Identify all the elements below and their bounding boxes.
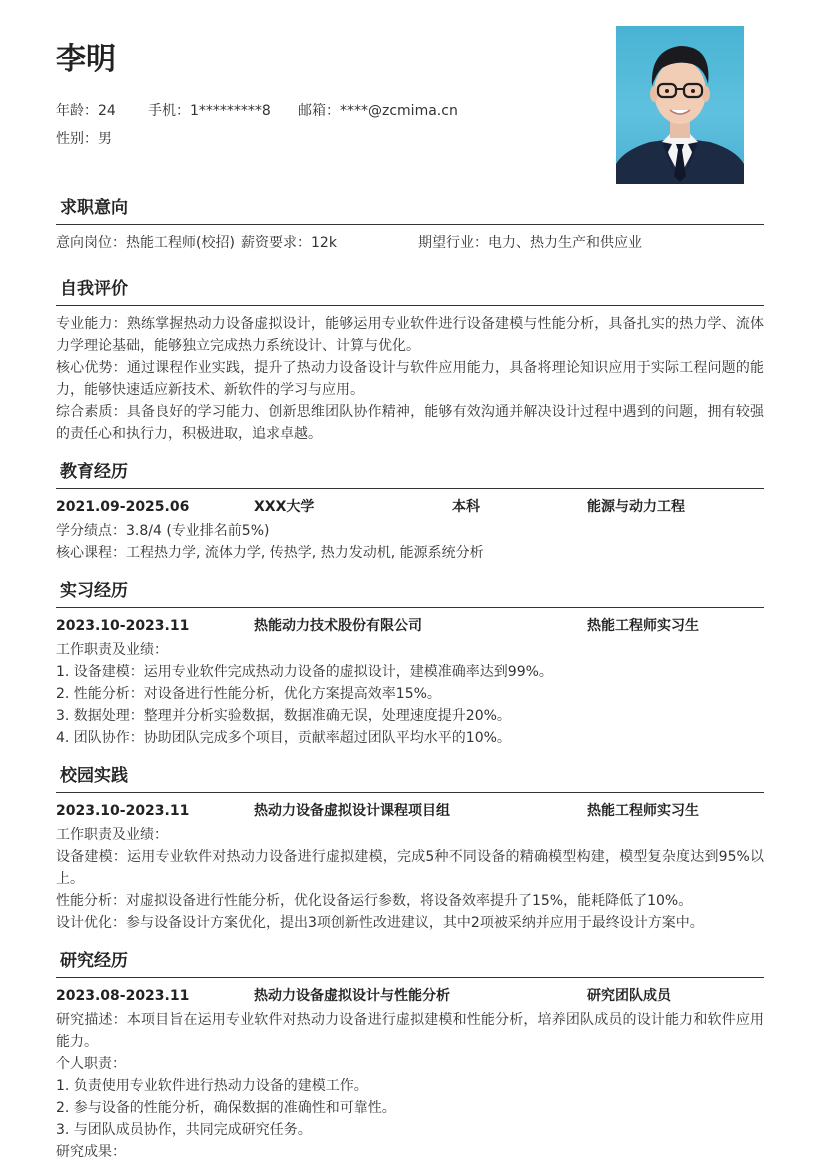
research-detail: 个人职责： bbox=[56, 1056, 126, 1072]
internship-detail: 2. 性能分析：对设备进行性能分析，优化方案提高效率15%。 bbox=[56, 686, 441, 702]
self-eval-paragraph: 核心优势：通过课程作业实践，提升了热动力设备设计与软件应用能力，具备将理论知识应用于实际工程问题的能力，能够快速适应新技术、新软件的学习与应用。 bbox=[56, 360, 764, 398]
section-title: 自我评价 bbox=[56, 277, 764, 306]
age-value: 24 bbox=[98, 103, 116, 119]
section-title: 求职意向 bbox=[56, 196, 764, 225]
campus-detail: 设备建模：运用专业软件对热动力设备进行虚拟建模，完成5种不同设备的精确模型构建，模型复杂度达到95%以上。 bbox=[56, 849, 764, 887]
research-detail: 3. 与团队成员协作，共同完成研究任务。 bbox=[56, 1122, 312, 1138]
education-detail: 核心课程：工程热力学, 流体力学, 传热学, 热力发动机, 能源系统分析 bbox=[56, 545, 484, 561]
internship-company: 热能动力技术股份有限公司 bbox=[254, 618, 422, 634]
section-self-evaluation bbox=[56, 277, 764, 445]
section-internship bbox=[56, 579, 764, 749]
intent-industry: 期望行业：电力、热力生产和供应业 bbox=[418, 235, 642, 251]
research-period: 2023.08-2023.11 bbox=[56, 988, 190, 1004]
section-title: 教育经历 bbox=[56, 460, 764, 489]
intent-row bbox=[56, 232, 764, 254]
email-field bbox=[298, 100, 458, 122]
education-detail: 学分绩点：3.8/4 (专业排名前5%) bbox=[56, 523, 270, 539]
phone-value: 1*********8 bbox=[190, 103, 271, 119]
research-detail: 研究描述：本项目旨在运用专业软件对热动力设备进行虚拟建模和性能分析，培养团队成员的设计能力和软件应用能力。 bbox=[56, 1012, 764, 1050]
section-title: 实习经历 bbox=[56, 579, 764, 608]
age-field bbox=[56, 100, 148, 122]
profile-photo bbox=[616, 26, 744, 184]
research-detail: 1. 负责使用专业软件进行热动力设备的建模工作。 bbox=[56, 1078, 368, 1094]
research-project: 热动力设备虚拟设计与性能分析 bbox=[254, 988, 450, 1004]
section-title: 校园实践 bbox=[56, 764, 764, 793]
gender-value: 男 bbox=[98, 131, 112, 147]
research-role: 研究团队成员 bbox=[587, 988, 671, 1004]
self-eval-paragraph: 综合素质：具备良好的学习能力、创新思维团队协作精神，能够有效沟通并解决设计过程中遇到的问题，拥有较强的责任心和执行力，积极进取，追求卓越。 bbox=[56, 404, 764, 442]
education-major: 能源与动力工程 bbox=[587, 499, 685, 515]
phone-field bbox=[148, 100, 298, 122]
research-detail: 2. 参与设备的性能分析，确保数据的准确性和可靠性。 bbox=[56, 1100, 396, 1116]
resume-header bbox=[56, 40, 596, 156]
campus-period: 2023.10-2023.11 bbox=[56, 803, 190, 819]
education-header-row bbox=[56, 496, 764, 518]
campus-role: 热能工程师实习生 bbox=[587, 803, 699, 819]
portrait-illustration bbox=[616, 26, 744, 184]
education-school: XXX大学 bbox=[254, 499, 315, 515]
section-job-intent bbox=[56, 196, 764, 254]
education-period: 2021.09-2025.06 bbox=[56, 499, 190, 515]
intent-salary: 薪资要求：12k bbox=[241, 235, 337, 251]
age-label: 年龄： bbox=[56, 103, 98, 119]
campus-detail: 性能分析：对虚拟设备进行性能分析，优化设备运行参数，将设备效率提升了15%，能耗降低了10%。 bbox=[56, 893, 693, 909]
internship-detail: 3. 数据处理：整理并分析实验数据，数据准确无误，处理速度提升20%。 bbox=[56, 708, 511, 724]
research-header-row bbox=[56, 985, 764, 1007]
email-label: 邮箱： bbox=[298, 103, 340, 119]
internship-detail: 1. 设备建模：运用专业软件完成热动力设备的虚拟设计，建模准确率达到99%。 bbox=[56, 664, 553, 680]
section-title: 研究经历 bbox=[56, 949, 764, 978]
gender-line bbox=[56, 128, 596, 150]
internship-period: 2023.10-2023.11 bbox=[56, 618, 190, 634]
section-campus-practice bbox=[56, 764, 764, 934]
intent-position: 意向岗位：热能工程师(校招) bbox=[56, 235, 235, 251]
email-value: ****@zcmima.cn bbox=[340, 103, 458, 119]
campus-detail: 工作职责及业绩： bbox=[56, 827, 168, 843]
section-research bbox=[56, 949, 764, 1160]
internship-detail: 4. 团队协作：协助团队完成多个项目，贡献率超过团队平均水平的10%。 bbox=[56, 730, 511, 746]
candidate-name: 李明 bbox=[56, 42, 116, 77]
contact-line bbox=[56, 100, 596, 122]
campus-detail: 设计优化：参与设备设计方案优化，提出3项创新性改进建议，其中2项被采纳并应用于最终设计方案中。 bbox=[56, 915, 704, 931]
internship-header-row bbox=[56, 615, 764, 637]
campus-org: 热动力设备虚拟设计课程项目组 bbox=[254, 803, 450, 819]
phone-label: 手机： bbox=[148, 103, 190, 119]
internship-role: 热能工程师实习生 bbox=[587, 618, 699, 634]
self-eval-paragraph: 专业能力：熟练掌握热动力设备虚拟设计，能够运用专业软件进行设备建模与性能分析，具备扎实的热力学、流体力学理论基础，能够独立完成热力系统设计、计算与优化。 bbox=[56, 316, 764, 354]
research-detail: 研究成果： bbox=[56, 1144, 126, 1160]
section-education bbox=[56, 460, 764, 564]
education-degree: 本科 bbox=[452, 499, 480, 515]
campus-header-row bbox=[56, 800, 764, 822]
gender-label: 性别： bbox=[56, 131, 98, 147]
internship-detail: 工作职责及业绩： bbox=[56, 642, 168, 658]
